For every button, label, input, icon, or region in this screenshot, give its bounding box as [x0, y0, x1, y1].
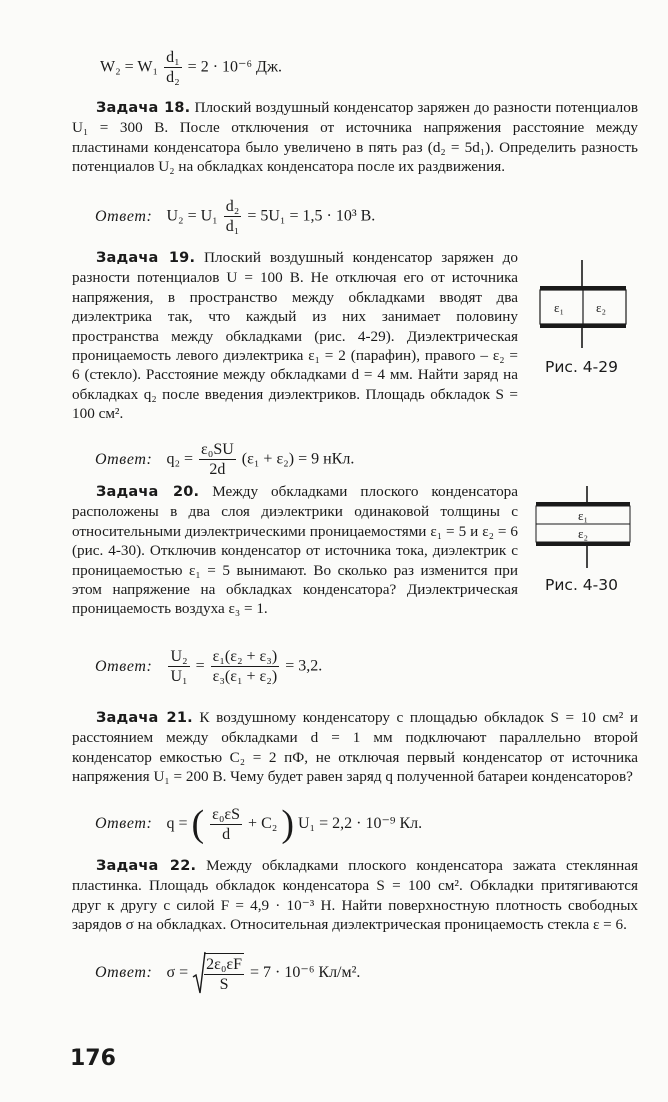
- top-formula-rhs: = 2 · 10⁻⁶ Дж.: [187, 58, 283, 76]
- answer-numerator: 2ε₀εF: [206, 955, 243, 973]
- problem-18-answer: [95, 197, 375, 236]
- answer-denominator: ε₃(ε₁ + ε₂): [212, 668, 278, 685]
- answer-numerator: ε₀εS: [212, 805, 241, 823]
- answer-lhs: U₂ = U₁: [166, 207, 218, 225]
- problem-19: [72, 248, 518, 424]
- answer-mid: + C₂: [248, 815, 278, 832]
- top-plate: [540, 286, 626, 290]
- top-formula-fraction: [164, 48, 182, 87]
- problem-21-text: К воздушному конденсатору с площадью обкладок S = 10 см² и расстоянием между обкладками d = 1 мм подключают параллельно второй конденсатор емкостью C₂ = 2 пФ, не отключая первый конденсатор от источника напряжения U₁ = 200 В. Чему будет равен заряд q полученной батареи конденсаторов?: [72, 709, 639, 786]
- problem-19-title: Задача 19.: [96, 250, 196, 266]
- answer-lhs-denominator: U₁: [170, 668, 188, 685]
- page-number: 176: [70, 1046, 116, 1071]
- answer-fraction: [204, 953, 244, 994]
- top-formula-denominator: d₂: [166, 69, 180, 86]
- problem-21-answer: Ответ: q = ( $\frac{\text{ε₀εS}}{d}$ + C₂ ) U₁ = 2,2 · 10⁻⁹ Кл.: [95, 803, 423, 845]
- figure-4-29: [530, 258, 635, 350]
- answer-lhs-fraction: [168, 647, 189, 686]
- problem-22: [72, 856, 638, 935]
- square-root: [192, 951, 246, 995]
- top-plate: [536, 502, 630, 506]
- problem-22-text: Между обкладками плоского конденсатора зажата стеклянная пластинка. Площадь обкладок конденсатора S = 100 см². Обкладки притягиваются друг к другу с силой F = 4,9 · 10⁻³ Н. Найти поверхностную плотность свободных зарядов σ на обкладках. Относительная диэлектрическая проницаемость стекла ε = 6.: [72, 857, 638, 934]
- problem-19-text: Плоский воздушный конденсатор заряжен до разности потенциалов U = 100 В. Не отключая его от источника напряжения, в пространство между обкладками вводят два диэлектрика так, что каждый из них занимает половину пространства между обкладками (рис. 4-29). Диэлектрическая проницаемость левого диэлектрика ε₁ = 2 (парафин), правого – ε₂ = 6 (стекло). Расстояние между обкладками d = 4 мм. Найти заряд на обкладках q₂ после введения диэлектриков. Площадь обкладок S = 100 см².: [72, 249, 518, 423]
- fig-30-label-eps2: ε₂: [578, 526, 588, 541]
- top-formula-lhs: W₂ = W₁: [100, 58, 159, 76]
- top-formula-numerator: d₁: [166, 49, 180, 66]
- answer-numerator: ε₀SU: [201, 441, 234, 458]
- problem-18-title: Задача 18.: [96, 100, 191, 116]
- answer-denominator: S: [219, 975, 229, 993]
- answer-fraction: [224, 197, 242, 236]
- top-formula: [100, 48, 282, 87]
- fig-29-label-eps2: ε₂: [596, 300, 606, 315]
- figure-4-30: [530, 484, 635, 570]
- answer-label: Ответ:: [95, 815, 153, 832]
- answer-numerator: ε₁(ε₂ + ε₃): [212, 648, 278, 665]
- problem-20-answer: Ответ: $\frac{\text{U₂}}{\text{U₁}}$ = $\frac{\text{ε₁(ε₂ + ε₃)}}{\text{ε₃(ε₁ + ε₂)}}$ = 3,2.: [95, 648, 323, 685]
- answer-lhs: σ =: [166, 964, 189, 981]
- answer-denominator: d: [222, 825, 231, 843]
- answer-label: Ответ:: [95, 207, 153, 225]
- answer-rhs: U₁ = 2,2 · 10⁻⁹ Кл.: [297, 815, 423, 832]
- bottom-plate: [536, 542, 630, 546]
- problem-22-answer: [95, 951, 360, 995]
- answer-rhs: = 3,2.: [285, 657, 323, 675]
- answer-rhs: = 5U₁ = 1,5 · 10³ В.: [247, 207, 376, 225]
- problem-21-title: Задача 21.: [96, 710, 193, 726]
- answer-numerator: d₂: [225, 198, 240, 215]
- problem-22-title: Задача 22.: [96, 858, 197, 874]
- problem-20-title: Задача 20.: [96, 484, 200, 500]
- problem-18-text: Плоский воздушный конденсатор заряжен до разности потенциалов U₁ = 300 В. После отключения от источника напряжения расстояние между пластинами конденсатора было увеличено в пять раз (d₂ = 5d₁). Определить разность потенциалов U₂ на обкладках конденсатора после их раздвижения.: [72, 99, 638, 176]
- answer-lhs-numerator: U₂: [170, 648, 188, 665]
- answer-rhs: (ε₁ + ε₂) = 9 нКл.: [241, 450, 355, 468]
- answer-label: Ответ:: [95, 964, 153, 981]
- problem-19-answer: [95, 440, 354, 479]
- answer-fraction: [211, 647, 280, 686]
- problem-21: [72, 708, 638, 787]
- answer-lhs: q₂ =: [166, 450, 194, 468]
- problem-20-text: Между обкладками плоского конденсатора расположены в два слоя диэлектрики одинаковой толщины с относительными диэлектрическими проницаемостями ε₁ = 5 и ε₂ = 6 (рис. 4-30). Отключив конденсатор от источника тока, диэлектрик с проницаемостью ε₁ = 5 вынимают. Во сколько раз изменится при этом напряжение на обкладках конденсатора? Диэлектрическая проницаемость воздуха ε₃ = 1.: [72, 483, 518, 618]
- figure-4-29-caption: Рис. 4-29: [545, 358, 618, 376]
- problem-20: [72, 482, 518, 619]
- answer-lhs: q =: [166, 815, 188, 832]
- fig-29-label-eps1: ε₁: [554, 300, 564, 315]
- problem-18: [72, 98, 638, 177]
- figure-4-30-caption: Рис. 4-30: [545, 576, 618, 594]
- answer-fraction: [199, 440, 236, 479]
- answer-denominator: d₁: [225, 218, 240, 235]
- fig-30-label-eps1: ε₁: [578, 508, 588, 523]
- answer-label: Ответ:: [95, 450, 153, 468]
- answer-fraction: [210, 805, 242, 844]
- answer-rhs: = 7 · 10⁻⁶ Кл/м².: [250, 964, 361, 981]
- answer-denominator: 2d: [209, 461, 226, 478]
- bottom-plate: [540, 324, 626, 328]
- answer-label: Ответ:: [95, 657, 153, 675]
